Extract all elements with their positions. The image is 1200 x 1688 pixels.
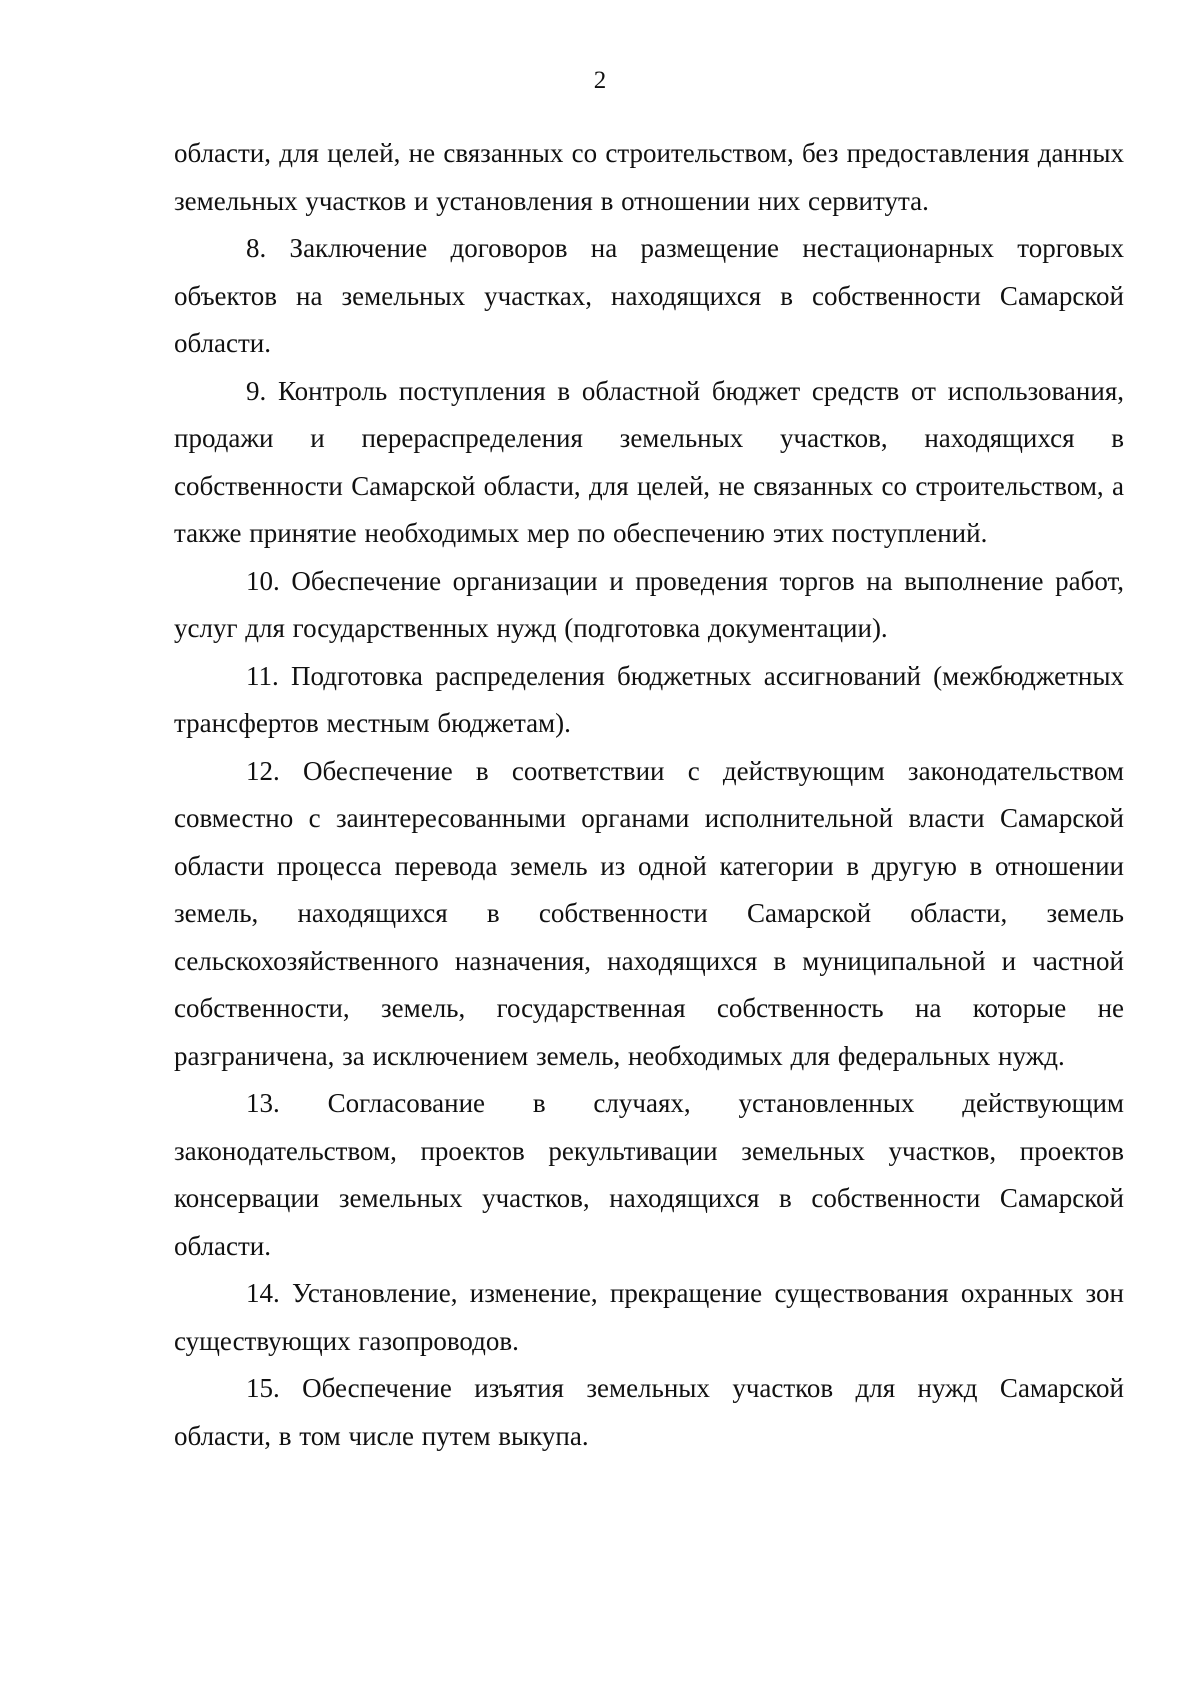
paragraph-item-13: 13. Согласование в случаях, установленных действующим законодательством, проектов рекультивации земельных участков, проектов консервации земельных участков, находящихся в собственности Самарской области. [174,1088,1124,1261]
paragraph-item-14: 14. Установление, изменение, прекращение существования охранных зон существующих газопроводов. [174,1278,1124,1356]
paragraph-item-9: 9. Контроль поступления в областной бюджет средств от использования, продажи и перераспределения земельных участков, находящихся в собственности Самарской области, для целей, не связанных со строительством, а также принятие необходимых мер по обеспечению этих поступлений. [174,375,1124,548]
paragraph-item-15: 15. Обеспечение изъятия земельных участков для нужд Самарской области, в том числе путем выкупа. [174,1373,1124,1451]
page-number: 2 [593,67,607,94]
paragraph-item-11: 11. Подготовка распределения бюджетных ассигнований (межбюджетных трансфертов местным бюджетам). [174,660,1124,738]
document-body [174,130,1124,1460]
paragraph-item-10: 10. Обеспечение организации и проведения торгов на выполнение работ, услуг для государственных нужд (подготовка документации). [174,565,1124,643]
paragraph-item-12: 12. Обеспечение в соответствии с действующим законодательством совместно с заинтересованными органами исполнительной власти Самарской области процесса перевода земель из одной категории в другую в отношении земель, находящихся в собственности Самарской области, земель сельскохозяйственного назначения, находящихся в муниципальной и частной собственности, земель, государственная собственность на которые не разграничена, за исключением земель, необходимых для федеральных нужд. [174,755,1124,1071]
paragraph-continuation: области, для целей, не связанных со строительством, без предоставления данных земельных участков и установления в отношении них сервитута. [174,138,1124,216]
paragraph-item-8: 8. Заключение договоров на размещение нестационарных торговых объектов на земельных участках, находящихся в собственности Самарской области. [174,233,1124,358]
